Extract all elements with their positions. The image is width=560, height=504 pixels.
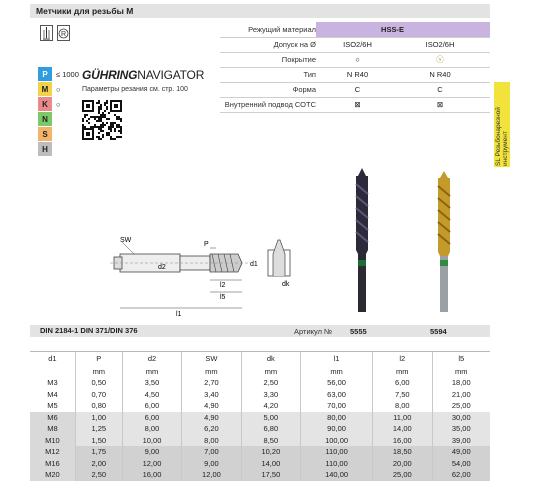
spec-value-5555: ISO2/6H [343, 40, 372, 49]
table-cell: 0,80 [75, 400, 122, 412]
table-cell: 9,00 [182, 458, 241, 470]
column-header: d1 [30, 352, 75, 365]
unit-cell: mm [241, 365, 300, 377]
material-letter: P [38, 67, 52, 81]
p-label: P [204, 241, 209, 248]
table-row [30, 458, 490, 470]
spec-label: Допуск на Ø [273, 40, 316, 49]
table-cell: 3,30 [241, 389, 300, 401]
spec-label: Форма [292, 85, 316, 94]
spec-value-5594: C [437, 85, 443, 94]
table-cell: 4,90 [182, 400, 241, 412]
table-cell: 7,00 [182, 446, 241, 458]
dk-label: dk [282, 281, 290, 288]
table-row [30, 389, 490, 401]
spec-value-5555: HSS-E [381, 25, 404, 34]
side-tab-label: SL Резьбонарезной инструмент [495, 107, 509, 166]
table-cell: 11,00 [373, 412, 432, 424]
l2-label: l2 [220, 282, 226, 289]
table-row [30, 423, 490, 435]
tap-image-5555 [350, 166, 374, 316]
table-cell: 54,00 [432, 458, 490, 470]
thread-size-cell: M10 [30, 435, 75, 447]
table-cell: 5,00 [241, 412, 300, 424]
table-cell: 6,00 [373, 377, 432, 389]
table-cell: 16,00 [122, 469, 181, 481]
column-header: dk [241, 352, 300, 365]
units-row [30, 365, 490, 377]
spec-value-5555: N R40 [346, 70, 369, 79]
table-cell: 80,00 [301, 412, 373, 424]
spec-row [220, 67, 490, 82]
table-cell: 12,00 [122, 458, 181, 470]
table-cell: 20,00 [373, 458, 432, 470]
spec-row [220, 82, 490, 97]
unit-cell: mm [75, 365, 122, 377]
table-cell: 12,00 [182, 469, 241, 481]
table-cell: 8,00 [122, 423, 181, 435]
spec-label: Внутренний подвод СОТС [224, 100, 316, 109]
table-cell: 6,00 [122, 412, 181, 424]
table-cell: 8,50 [241, 435, 300, 447]
table-cell: 140,00 [301, 469, 373, 481]
column-header: l5 [432, 352, 490, 365]
table-cell: 2,50 [75, 469, 122, 481]
table-cell: 0,70 [75, 389, 122, 401]
svg-text:R: R [60, 30, 67, 38]
table-row [30, 400, 490, 412]
spec-value-5555: ⊠ [354, 100, 361, 109]
table-row [30, 412, 490, 424]
table-cell: 8,00 [182, 435, 241, 447]
table-cell: 14,00 [241, 458, 300, 470]
table-cell: 4,50 [122, 389, 181, 401]
thread-size-cell: M20 [30, 469, 75, 481]
thread-size-cell: M6 [30, 412, 75, 424]
table-cell: 1,00 [75, 412, 122, 424]
table-cell: 25,00 [432, 400, 490, 412]
spec-label: Режущий материал [248, 25, 316, 34]
unit-cell [30, 365, 75, 377]
unit-cell: mm [373, 365, 432, 377]
d2-label: d2 [158, 264, 166, 271]
material-value [52, 142, 92, 156]
table-cell: 30,00 [432, 412, 490, 424]
din-standards: DIN 2184-1 DIN 371/DIN 376 [40, 326, 138, 335]
table-cell: 1,50 [75, 435, 122, 447]
table-cell: 110,00 [301, 446, 373, 458]
table-cell: 21,00 [432, 389, 490, 401]
table-row [30, 435, 490, 447]
unit-cell: mm [182, 365, 241, 377]
spec-row [220, 37, 490, 52]
table-cell: 16,00 [373, 435, 432, 447]
column-header: l2 [373, 352, 432, 365]
table-cell: 25,00 [373, 469, 432, 481]
d1-label: d1 [250, 261, 258, 268]
thread-size-cell: M12 [30, 446, 75, 458]
spec-value-5594: ⓢ [436, 55, 444, 64]
brand-logo: GÜHRINGNAVIGATOR [82, 68, 205, 82]
table-cell: 35,00 [432, 423, 490, 435]
thread-size-cell: M8 [30, 423, 75, 435]
table-cell: 8,00 [373, 400, 432, 412]
unit-cell: mm [301, 365, 373, 377]
table-cell: 10,00 [122, 435, 181, 447]
table-cell: 90,00 [301, 423, 373, 435]
thread-size-cell: M5 [30, 400, 75, 412]
spec-value-5594: N R40 [429, 70, 451, 79]
table-cell: 2,00 [75, 458, 122, 470]
column-header: P [75, 352, 122, 365]
table-cell: 14,00 [373, 423, 432, 435]
table-cell: 100,00 [301, 435, 373, 447]
table-row [30, 377, 490, 389]
material-letter: S [38, 127, 52, 141]
material-letter: M [38, 82, 52, 96]
spec-value-5594: ⊠ [436, 100, 444, 109]
thread-size-cell: M4 [30, 389, 75, 401]
table-cell: 3,50 [122, 377, 181, 389]
table-cell: 9,00 [122, 446, 181, 458]
table-cell: 1,25 [75, 423, 122, 435]
dimension-table [30, 352, 490, 481]
unit-cell: mm [432, 365, 490, 377]
table-cell: 56,00 [301, 377, 373, 389]
column-header: d2 [122, 352, 181, 365]
table-cell: 2,70 [182, 377, 241, 389]
spec-label: Покрытие [281, 55, 316, 64]
table-cell: 70,00 [301, 400, 373, 412]
table-cell: 18,50 [373, 446, 432, 458]
table-cell: 4,90 [182, 412, 241, 424]
material-letter: K [38, 97, 52, 111]
table-cell: 3,40 [182, 389, 241, 401]
column-header: SW [182, 352, 241, 365]
spec-row [220, 22, 490, 37]
material-group-h [38, 142, 92, 156]
tap-drawing [110, 232, 310, 320]
material-letter: H [38, 142, 52, 156]
table-cell: 6,20 [182, 423, 241, 435]
page-title: Метчики для резьбы M [36, 6, 134, 16]
sw-label: SW [120, 237, 132, 244]
spec-divider [220, 112, 490, 113]
article-label: Артикул № [294, 327, 333, 336]
thread-size-cell: M16 [30, 458, 75, 470]
table-cell: 6,80 [241, 423, 300, 435]
article-5555[interactable]: 5555 [350, 327, 367, 336]
table-cell: 18,00 [432, 377, 490, 389]
spec-label: Тип [303, 70, 316, 79]
table-cell: 7,50 [373, 389, 432, 401]
table-row [30, 469, 490, 481]
spec-row [220, 52, 490, 67]
table-cell: 62,00 [432, 469, 490, 481]
table-cell: 63,00 [301, 389, 373, 401]
table-cell: 39,00 [432, 435, 490, 447]
l1-label: l1 [176, 311, 182, 318]
table-cell: 2,50 [241, 377, 300, 389]
table-cell: 49,00 [432, 446, 490, 458]
column-header: l1 [301, 352, 373, 365]
table-row [30, 446, 490, 458]
material-value: ○ [56, 84, 61, 94]
material-value: ○ [56, 99, 61, 109]
table-cell: 10,20 [241, 446, 300, 458]
thread-size-cell: M3 [30, 377, 75, 389]
table-cell: 6,00 [122, 400, 181, 412]
qr-code-icon [82, 100, 122, 140]
table-cell: 4,20 [241, 400, 300, 412]
table-cell: 0,50 [75, 377, 122, 389]
right-hand-icon [57, 25, 70, 41]
spec-value-5555: C [354, 85, 361, 94]
table-cell: 1,75 [75, 446, 122, 458]
cutting-params-note: Параметры резания см. стр. 100 [82, 86, 188, 93]
material-letter: N [38, 112, 52, 126]
blind-hole-icon [40, 25, 53, 41]
table-cell: 17,50 [241, 469, 300, 481]
spec-value-5594: ISO2/6H [425, 40, 455, 49]
tap-image-5594 [432, 170, 456, 316]
spec-row [220, 97, 490, 112]
article-5594[interactable]: 5594 [430, 327, 447, 336]
unit-cell: mm [122, 365, 181, 377]
table-cell: 110,00 [301, 458, 373, 470]
l5-label: l5 [220, 294, 226, 301]
spec-value-5555: ○ [355, 55, 360, 64]
material-value: ≤ 1000 [56, 69, 79, 79]
